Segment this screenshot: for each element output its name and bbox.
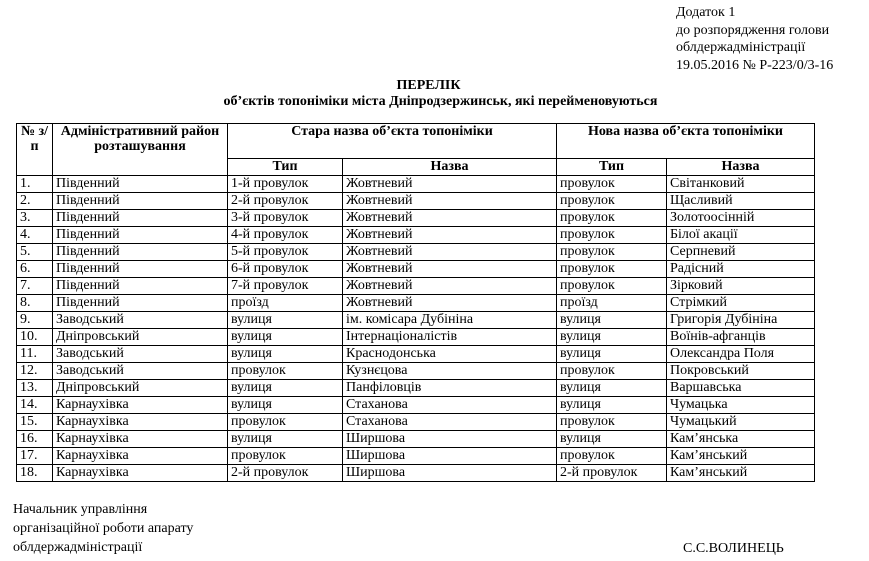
table-row — [17, 312, 815, 329]
old-name-cell: Ширшова — [343, 465, 557, 482]
old-type-cell: вулиця — [228, 397, 343, 414]
new-name-cell: Серпневий — [667, 244, 815, 261]
new-type-cell: провулок — [557, 448, 667, 465]
row-number: 18. — [17, 465, 53, 482]
new-type-cell: провулок — [557, 414, 667, 431]
annex-block — [676, 4, 833, 74]
table-row — [17, 295, 815, 312]
table-row — [17, 397, 815, 414]
renaming-table — [16, 123, 815, 482]
row-number: 14. — [17, 397, 53, 414]
old-name-cell: Жовтневий — [343, 227, 557, 244]
new-type-cell: проїзд — [557, 295, 667, 312]
row-number: 4. — [17, 227, 53, 244]
district-cell: Карнаухівка — [53, 397, 228, 414]
row-number: 7. — [17, 278, 53, 295]
header-district: Адміністративний район розташування — [53, 124, 228, 176]
new-name-cell: Варшавська — [667, 380, 815, 397]
old-type-cell: провулок — [228, 414, 343, 431]
signatory-name: С.С.ВОЛИНЕЦЬ — [683, 541, 784, 556]
table-row — [17, 414, 815, 431]
new-type-cell: вулиця — [557, 380, 667, 397]
row-number: 17. — [17, 448, 53, 465]
table-row — [17, 193, 815, 210]
old-name-cell: Панфіловців — [343, 380, 557, 397]
new-type-cell: 2-й провулок — [557, 465, 667, 482]
row-number: 1. — [17, 176, 53, 193]
table-row — [17, 465, 815, 482]
header-new-title: Назва — [667, 159, 815, 176]
new-name-cell: Чумацька — [667, 397, 815, 414]
district-cell: Південний — [53, 261, 228, 278]
signatory-position: облдержадміністрації — [13, 540, 143, 555]
table-row — [17, 329, 815, 346]
old-type-cell: 3-й провулок — [228, 210, 343, 227]
district-cell: Південний — [53, 244, 228, 261]
district-cell: Південний — [53, 295, 228, 312]
old-type-cell: 1-й провулок — [228, 176, 343, 193]
district-cell: Карнаухівка — [53, 431, 228, 448]
district-cell: Дніпровський — [53, 329, 228, 346]
new-name-cell: Кам’янський — [667, 465, 815, 482]
row-number: 13. — [17, 380, 53, 397]
table-row — [17, 261, 815, 278]
old-type-cell: провулок — [228, 448, 343, 465]
district-cell: Південний — [53, 193, 228, 210]
new-name-cell: Щасливий — [667, 193, 815, 210]
district-cell: Дніпровський — [53, 380, 228, 397]
new-name-cell: Покровський — [667, 363, 815, 380]
new-type-cell: провулок — [557, 261, 667, 278]
district-cell: Заводський — [53, 363, 228, 380]
new-name-cell: Стрімкий — [667, 295, 815, 312]
new-type-cell: вулиця — [557, 312, 667, 329]
old-type-cell: 5-й провулок — [228, 244, 343, 261]
old-type-cell: 2-й провулок — [228, 465, 343, 482]
new-name-cell: Золотоосінній — [667, 210, 815, 227]
old-type-cell: вулиця — [228, 380, 343, 397]
footer-signatory — [13, 500, 193, 557]
new-name-cell: Білої акації — [667, 227, 815, 244]
header-old-name: Стара назва об’єкта топоніміки — [228, 124, 557, 159]
row-number: 15. — [17, 414, 53, 431]
new-type-cell: провулок — [557, 278, 667, 295]
old-name-cell: ім. комісара Дубініна — [343, 312, 557, 329]
table-row — [17, 431, 815, 448]
old-name-cell: Стаханова — [343, 414, 557, 431]
annex-line: Додаток 1 — [676, 5, 736, 20]
new-type-cell: провулок — [557, 227, 667, 244]
new-type-cell: вулиця — [557, 346, 667, 363]
header-new-type: Тип — [557, 159, 667, 176]
old-name-cell: Жовтневий — [343, 210, 557, 227]
district-cell: Південний — [53, 210, 228, 227]
old-name-cell: Жовтневий — [343, 176, 557, 193]
old-name-cell: Кузнєцова — [343, 363, 557, 380]
district-cell: Південний — [53, 227, 228, 244]
new-type-cell: провулок — [557, 363, 667, 380]
district-cell: Південний — [53, 176, 228, 193]
annex-date-number: 19.05.2016 № Р-223/0/3-16 — [676, 57, 834, 73]
table-row — [17, 278, 815, 295]
document-subtitle: об’єктів топоніміки міста Дніпродзержинськ, які перейменовуються — [223, 94, 658, 109]
new-name-cell: Світанковий — [667, 176, 815, 193]
signatory-position: організаційної роботи апарату — [13, 521, 194, 536]
row-number: 2. — [17, 193, 53, 210]
old-name-cell: Жовтневий — [343, 278, 557, 295]
table-row — [17, 363, 815, 380]
header-old-title: Назва — [343, 159, 557, 176]
new-name-cell: Кам’янський — [667, 448, 815, 465]
row-number: 6. — [17, 261, 53, 278]
document-title: ПЕРЕЛІК — [396, 78, 461, 93]
old-name-cell: Ширшова — [343, 448, 557, 465]
old-name-cell: Жовтневий — [343, 193, 557, 210]
new-type-cell: вулиця — [557, 397, 667, 414]
old-name-cell: Стаханова — [343, 397, 557, 414]
table-row — [17, 380, 815, 397]
new-name-cell: Зірковий — [667, 278, 815, 295]
annex-line: до розпорядження голови — [676, 22, 830, 38]
district-cell: Південний — [53, 278, 228, 295]
new-type-cell: вулиця — [557, 329, 667, 346]
new-type-cell: провулок — [557, 193, 667, 210]
new-type-cell: вулиця — [557, 431, 667, 448]
row-number: 16. — [17, 431, 53, 448]
old-type-cell: 7-й провулок — [228, 278, 343, 295]
new-type-cell: провулок — [557, 244, 667, 261]
old-name-cell: Жовтневий — [343, 295, 557, 312]
new-name-cell: Григорія Дубініна — [667, 312, 815, 329]
header-number: № з/п — [17, 124, 53, 176]
old-type-cell: 4-й провулок — [228, 227, 343, 244]
header-old-type: Тип — [228, 159, 343, 176]
district-cell: Карнаухівка — [53, 465, 228, 482]
table-row — [17, 227, 815, 244]
new-name-cell: Кам’янська — [667, 431, 815, 448]
row-number: 3. — [17, 210, 53, 227]
row-number: 5. — [17, 244, 53, 261]
new-type-cell: провулок — [557, 210, 667, 227]
old-name-cell: Краснодонська — [343, 346, 557, 363]
old-type-cell: проїзд — [228, 295, 343, 312]
old-name-cell: Інтернаціоналістів — [343, 329, 557, 346]
district-cell: Карнаухівка — [53, 448, 228, 465]
old-type-cell: вулиця — [228, 346, 343, 363]
new-name-cell: Чумацький — [667, 414, 815, 431]
row-number: 10. — [17, 329, 53, 346]
old-type-cell: 6-й провулок — [228, 261, 343, 278]
old-type-cell: вулиця — [228, 329, 343, 346]
old-name-cell: Жовтневий — [343, 261, 557, 278]
old-type-cell: 2-й провулок — [228, 193, 343, 210]
old-name-cell: Жовтневий — [343, 244, 557, 261]
new-name-cell: Олександра Поля — [667, 346, 815, 363]
row-number: 8. — [17, 295, 53, 312]
new-name-cell: Радісний — [667, 261, 815, 278]
new-name-cell: Воїнів-афганців — [667, 329, 815, 346]
district-cell: Заводський — [53, 312, 228, 329]
old-type-cell: вулиця — [228, 312, 343, 329]
old-type-cell: провулок — [228, 363, 343, 380]
row-number: 11. — [17, 346, 53, 363]
row-number: 9. — [17, 312, 53, 329]
table-row — [17, 176, 815, 193]
header-new-name: Нова назва об’єкта топоніміки — [557, 124, 815, 159]
district-cell: Заводський — [53, 346, 228, 363]
old-name-cell: Ширшова — [343, 431, 557, 448]
annex-line: облдержадміністрації — [676, 40, 806, 55]
old-type-cell: вулиця — [228, 431, 343, 448]
table-row — [17, 448, 815, 465]
table-row — [17, 244, 815, 261]
row-number: 12. — [17, 363, 53, 380]
table-row — [17, 210, 815, 227]
district-cell: Карнаухівка — [53, 414, 228, 431]
new-type-cell: провулок — [557, 176, 667, 193]
table-row — [17, 346, 815, 363]
signatory-position: Начальник управління — [13, 502, 148, 517]
